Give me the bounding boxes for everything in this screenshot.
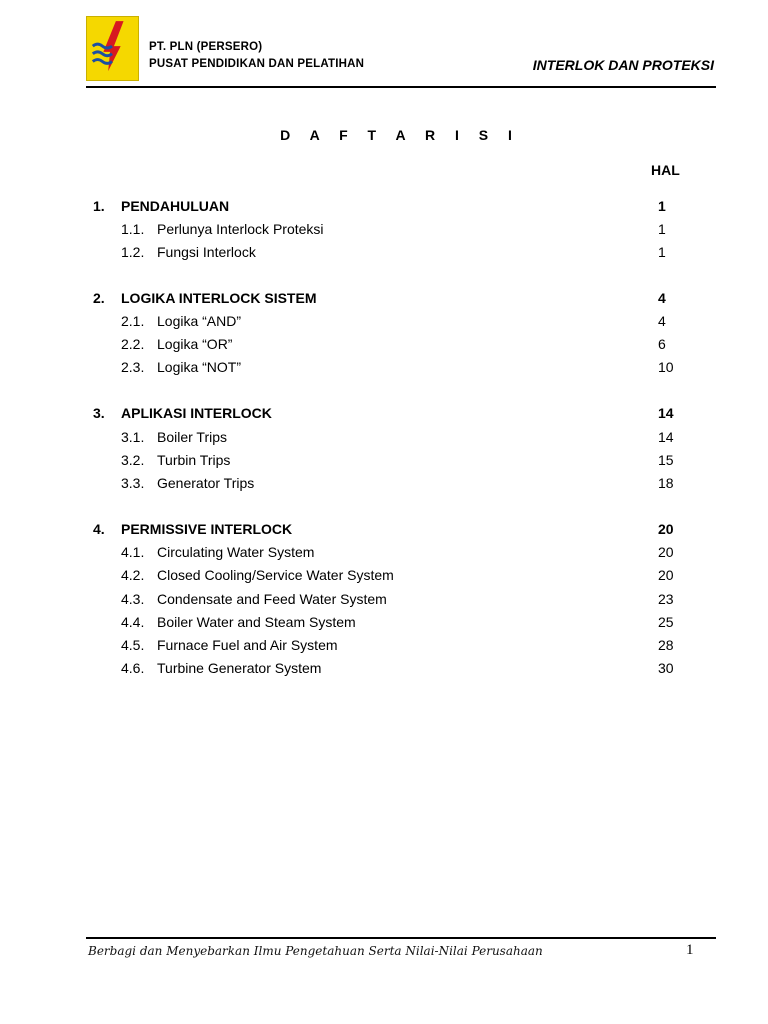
item-number: 4.6. [121, 660, 145, 676]
organization-block [149, 39, 364, 73]
toc-item-4-6[interactable] [0, 658, 768, 678]
item-number: 2.3. [121, 359, 145, 375]
toc-item-1-1[interactable] [0, 219, 768, 239]
item-number: 3.2. [121, 452, 145, 468]
section-title: LOGIKA INTERLOCK SISTEM [121, 290, 317, 306]
toc-item-3-1[interactable] [0, 427, 768, 447]
toc-section-4[interactable] [0, 519, 768, 539]
item-page: 28 [658, 637, 674, 653]
item-title: Logika “AND” [157, 313, 242, 329]
toc-section-3[interactable] [0, 403, 768, 423]
toc-section-1[interactable] [0, 196, 768, 216]
header-divider [86, 86, 716, 88]
item-title: Perlunya Interlock Proteksi [157, 221, 324, 237]
toc-item-4-1[interactable] [0, 542, 768, 562]
toc-item-2-2[interactable] [0, 334, 768, 354]
item-number: 3.1. [121, 429, 145, 445]
pln-logo-icon [86, 16, 139, 81]
toc-item-1-2[interactable] [0, 242, 768, 262]
item-number: 2.2. [121, 336, 145, 352]
item-page: 23 [658, 591, 674, 607]
item-page: 25 [658, 614, 674, 630]
section-page: 4 [658, 290, 666, 306]
item-number: 1.1. [121, 221, 145, 237]
item-page: 4 [658, 313, 666, 329]
item-page: 14 [658, 429, 674, 445]
item-title: Turbin Trips [157, 452, 231, 468]
item-number: 4.5. [121, 637, 145, 653]
item-title: Logika “OR” [157, 336, 233, 352]
company-name: PT. PLN (PERSERO) [149, 41, 263, 53]
item-page: 6 [658, 336, 666, 352]
item-page: 18 [658, 475, 674, 491]
page-number: 1 [686, 942, 694, 958]
item-page: 10 [658, 359, 674, 375]
toc-item-4-4[interactable] [0, 612, 768, 632]
section-number: 1. [93, 198, 105, 214]
item-title: Circulating Water System [157, 544, 315, 560]
item-title: Turbine Generator System [157, 660, 322, 676]
section-title: APLIKASI INTERLOCK [121, 405, 272, 421]
item-title: Fungsi Interlock [157, 244, 256, 260]
toc-item-3-3[interactable] [0, 473, 768, 493]
item-number: 4.2. [121, 567, 145, 583]
section-page: 14 [658, 405, 674, 421]
item-title: Boiler Water and Steam System [157, 614, 356, 630]
item-page: 20 [658, 544, 674, 560]
toc-item-4-5[interactable] [0, 635, 768, 655]
footer-divider [86, 937, 716, 939]
item-number: 1.2. [121, 244, 145, 260]
toc-item-2-1[interactable] [0, 311, 768, 331]
footer-motto: Berbagi dan Menyebarkan Ilmu Pengetahuan Serta Nilai-Nilai Perusahaan [88, 944, 543, 958]
item-page: 15 [658, 452, 674, 468]
toc-item-4-2[interactable] [0, 565, 768, 585]
item-number: 4.4. [121, 614, 145, 630]
item-title: Furnace Fuel and Air System [157, 637, 338, 653]
document-title: INTERLOK DAN PROTEKSI [532, 57, 714, 73]
section-page: 20 [658, 521, 674, 537]
toc-item-2-3[interactable] [0, 357, 768, 377]
item-title: Logika “NOT” [157, 359, 242, 375]
section-title: PERMISSIVE INTERLOCK [121, 521, 293, 537]
item-number: 4.3. [121, 591, 145, 607]
unit-name: PUSAT PENDIDIKAN DAN PELATIHAN [149, 58, 365, 70]
toc-item-3-2[interactable] [0, 450, 768, 470]
item-number: 3.3. [121, 475, 145, 491]
item-page: 20 [658, 567, 674, 583]
item-title: Condensate and Feed Water System [157, 591, 387, 607]
item-title: Generator Trips [157, 475, 255, 491]
item-title: Boiler Trips [157, 429, 228, 445]
item-page: 30 [658, 660, 674, 676]
item-number: 2.1. [121, 313, 145, 329]
item-title: Closed Cooling/Service Water System [157, 567, 394, 583]
item-page: 1 [658, 221, 666, 237]
section-number: 3. [93, 405, 105, 421]
page-column-label: HAL [651, 162, 680, 178]
item-number: 4.1. [121, 544, 145, 560]
item-page: 1 [658, 244, 666, 260]
section-page: 1 [658, 198, 666, 214]
toc-heading: D A F T A R I S I [280, 127, 520, 143]
section-title: PENDAHULUAN [121, 198, 230, 214]
section-number: 4. [93, 521, 105, 537]
toc-item-4-3[interactable] [0, 589, 768, 609]
toc-section-2[interactable] [0, 288, 768, 308]
section-number: 2. [93, 290, 105, 306]
